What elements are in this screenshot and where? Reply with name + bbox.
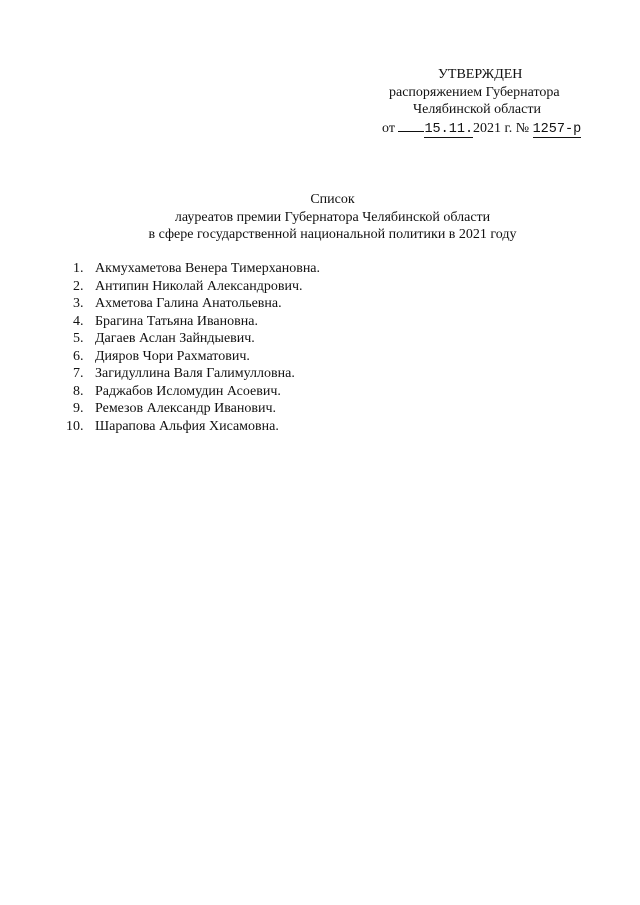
laureates-list <box>66 260 321 435</box>
approval-date-year: 2021 г. № <box>473 120 530 136</box>
list-item <box>73 330 320 348</box>
list-item <box>73 313 320 331</box>
list-item <box>73 295 320 313</box>
approval-issuer: распоряжением Губернатора <box>389 84 560 100</box>
list-item-name: Ремезов Александр Иванович. <box>95 401 276 416</box>
list-item <box>66 418 320 436</box>
list-item-name: Загидуллина Валя Галимулловна. <box>95 366 295 381</box>
approval-title: УТВЕРЖДЕН <box>438 67 523 82</box>
list-item-name: Шарапова Альфия Хисамовна. <box>95 418 279 434</box>
heading-line-1: лауреатов премии Губернатора Челябинской области <box>174 209 491 225</box>
list-item-number: 10. <box>66 418 84 434</box>
list-item-number: 5. <box>73 331 84 346</box>
list-item-number: 1. <box>73 261 84 276</box>
list-item <box>73 348 320 366</box>
list-item-number: 9. <box>73 401 84 416</box>
approval-stamp-block <box>370 66 600 138</box>
list-item-number: 2. <box>73 278 84 294</box>
list-item-name: Акмухаметова Венера Тимерхановна. <box>95 261 321 276</box>
heading-line-2: в сфере государственной национальной политики в 2021 году <box>148 227 517 242</box>
list-item-name: Брагина Татьяна Ивановна. <box>95 313 258 329</box>
approval-region: Челябинской области <box>413 102 541 117</box>
approval-date-value: 15.11. <box>424 121 474 137</box>
list-item-name: Раджабов Исломудин Асоевич. <box>95 383 281 399</box>
list-item-number: 4. <box>73 313 84 329</box>
list-item-name: Антипин Николай Александрович. <box>95 278 303 294</box>
list-item <box>73 400 320 418</box>
heading-title: Список <box>310 192 355 207</box>
approval-date-prefix: от <box>382 120 395 136</box>
list-item-name: Дагаев Аслан Зайндыевич. <box>95 331 255 346</box>
list-item <box>73 278 320 296</box>
list-item-name: Дияров Чори Рахматович. <box>95 348 250 364</box>
approval-number-value: 1257-р <box>532 121 582 137</box>
list-item <box>73 260 320 278</box>
list-item-number: 3. <box>73 296 84 311</box>
approval-date-line <box>370 119 600 138</box>
list-item-number: 8. <box>73 383 84 399</box>
list-item-number: 7. <box>73 366 84 381</box>
list-item <box>73 383 320 401</box>
list-item-name: Ахметова Галина Анатольевна. <box>95 296 282 311</box>
list-item <box>73 365 320 383</box>
list-item-number: 6. <box>73 348 84 364</box>
date-blank-line <box>398 119 424 132</box>
document-heading <box>0 191 640 244</box>
